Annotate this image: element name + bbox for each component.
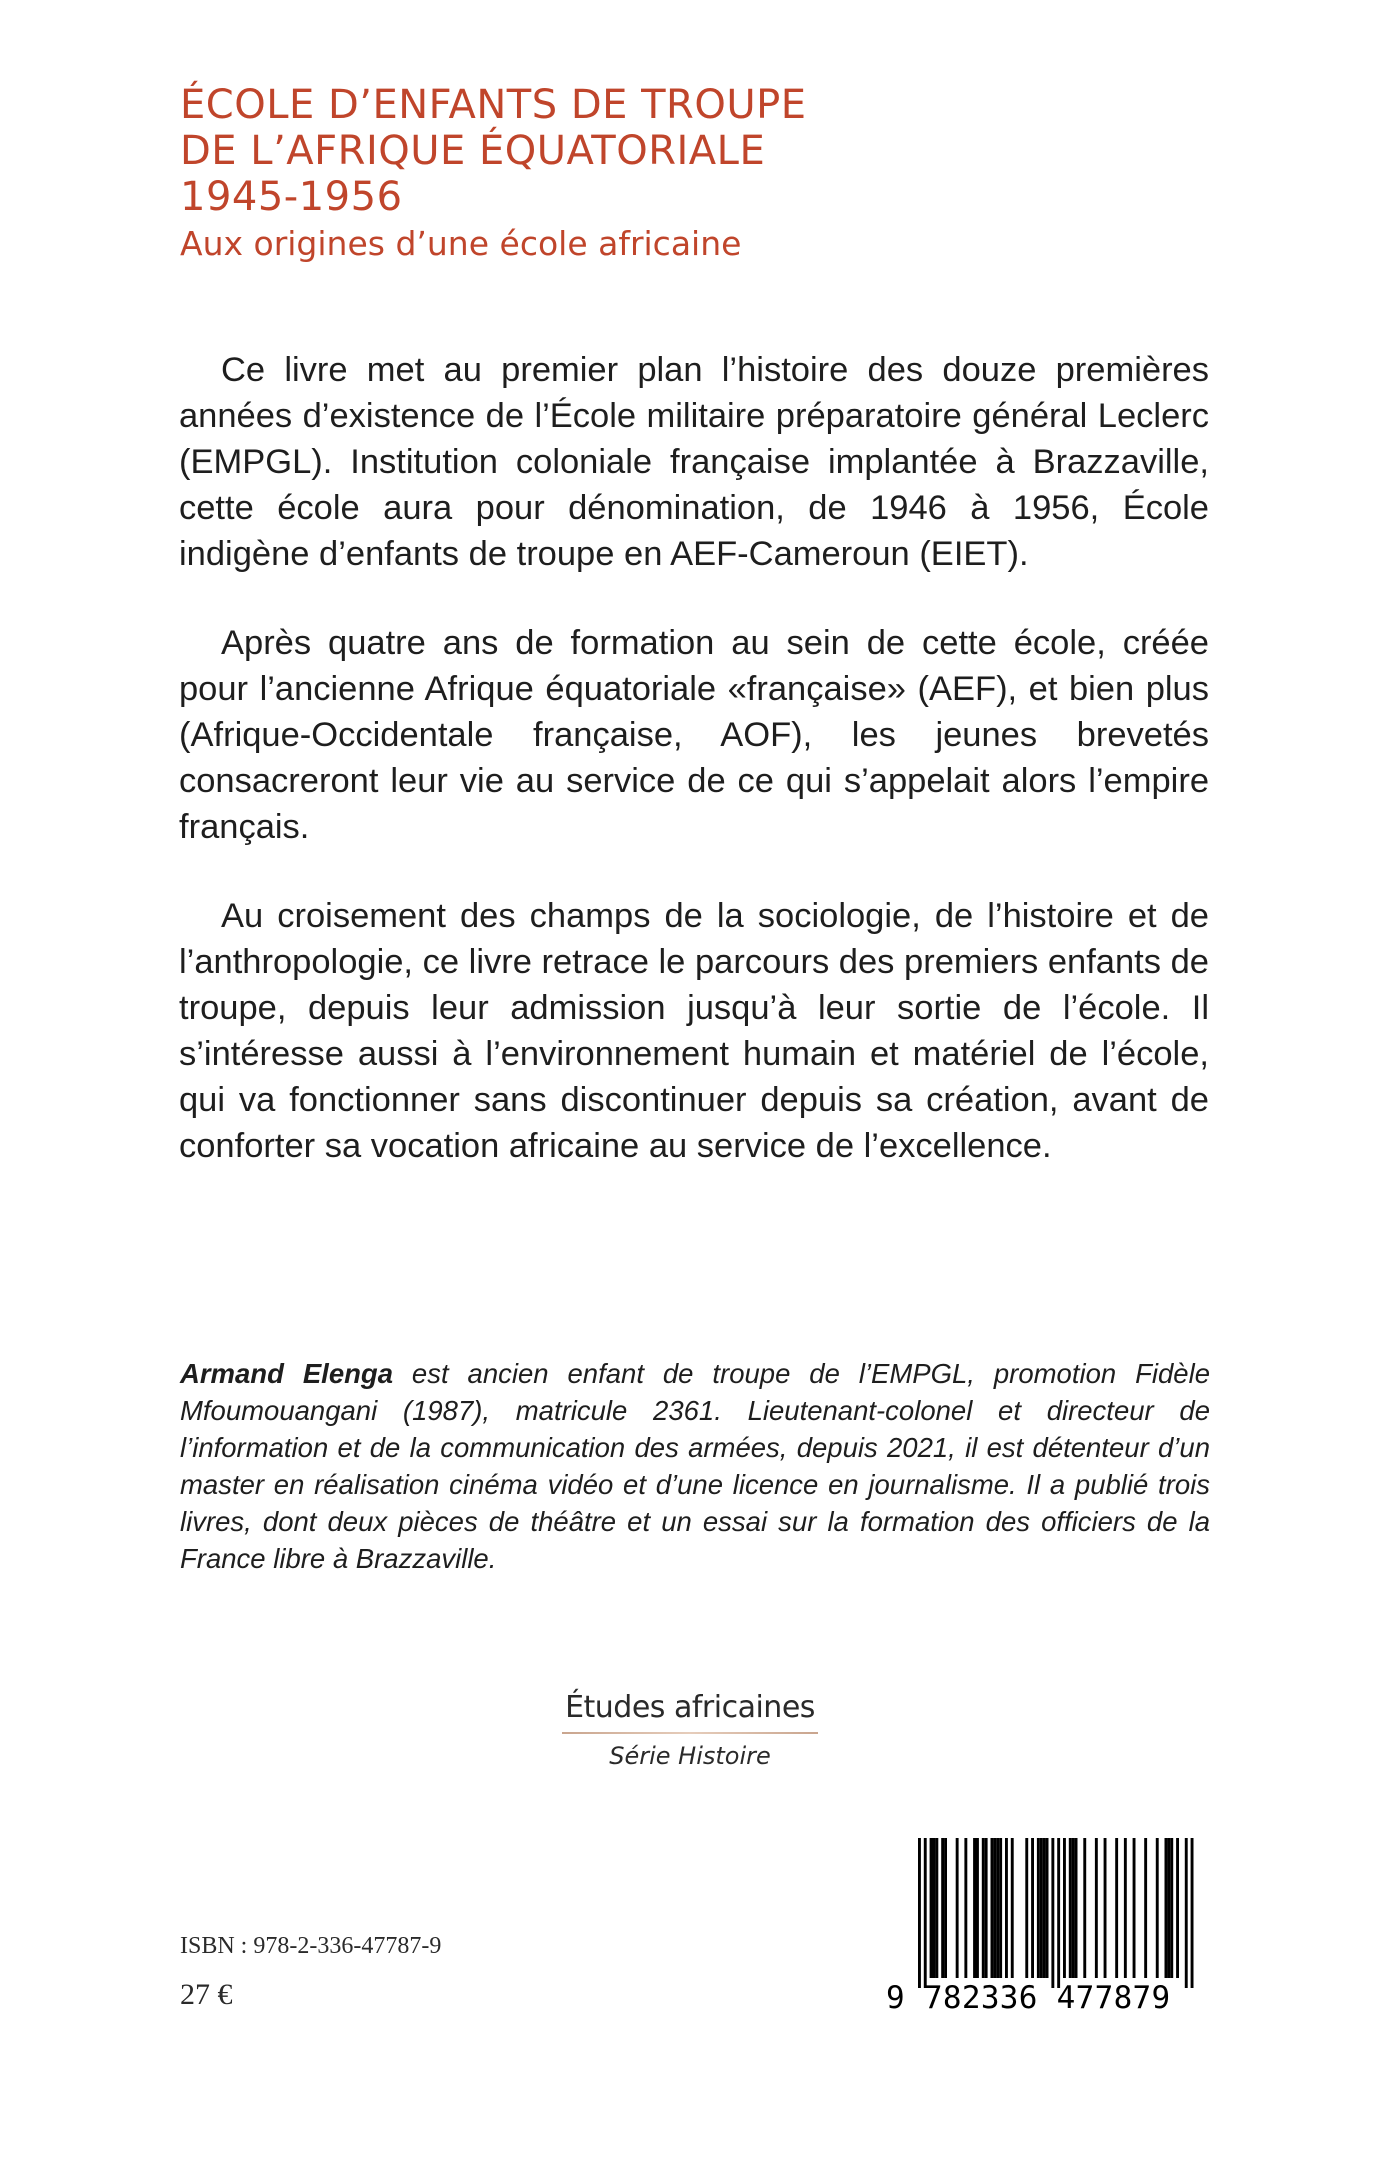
- series-block: [540, 1690, 840, 1770]
- barcode-bar: [1063, 1838, 1066, 1978]
- barcode-bar: [1133, 1838, 1136, 1978]
- book-title-line-1: ÉCOLE D’ENFANTS DE TROUPE: [180, 82, 807, 128]
- barcode-bar: [985, 1838, 988, 1978]
- barcode-bars: [886, 1838, 1212, 1988]
- barcode-bar: [1025, 1838, 1028, 1978]
- barcode-bar: [1046, 1838, 1049, 1978]
- barcode-bar: [982, 1838, 985, 1978]
- book-summary: [179, 347, 1209, 1212]
- book-title-dates: 1945-1956: [180, 174, 403, 220]
- barcode-bar: [1095, 1838, 1098, 1978]
- barcode-bar: [1170, 1838, 1173, 1978]
- barcode-bar: [991, 1838, 994, 1978]
- series-name: Études africaines: [565, 1690, 815, 1725]
- barcode-bar: [933, 1838, 936, 1978]
- barcode-bar: [1115, 1838, 1118, 1978]
- author-bio: [180, 1355, 1210, 1577]
- barcode-bar: [1040, 1838, 1043, 1978]
- barcode-bar: [1069, 1838, 1072, 1978]
- barcode-bar: [941, 1838, 944, 1978]
- barcode-bar: [924, 1838, 927, 1988]
- book-title-line-2: DE L’AFRIQUE ÉQUATORIALE: [180, 128, 766, 174]
- author-bio-text: est ancien enfant de troupe de l’EMPGL, promotion Fidèle Mfoumouangani (1987), matricule 2361. Lieutenant-colonel et directeur de l’information et de la communication des armées, depuis 2021, il est détenteur d’un master en réalisation cinéma vidéo et d’une licence en journalisme. Il a publié trois livres, dont deux pièces de théâtre et un essai sur la formation des officiers de la France libre à Brazzaville.: [180, 1358, 1210, 1574]
- barcode-bar: [930, 1838, 933, 1978]
- barcode-bar: [1057, 1838, 1060, 1988]
- barcode-bar: [1031, 1838, 1034, 1978]
- title-block: [180, 82, 1230, 266]
- barcode-bar: [1104, 1838, 1107, 1978]
- barcode-bar: [1144, 1838, 1147, 1978]
- series-divider: [562, 1732, 818, 1734]
- summary-paragraph: Au croisement des champs de la sociologie, de l’histoire et de l’anthropologie, ce livre retrace le parcours des premiers enfants de troupe, depuis leur admission jusqu’à leur sortie de l’école. Il s’intéresse aussi à l’environnement humain et matériel de l’école, qui va fonctionner sans discontinuer depuis sa création, avant de conforter sa vocation africaine au service de l’excellence.: [179, 897, 1209, 1165]
- barcode-bar: [1072, 1838, 1075, 1978]
- barcode-digits: 9 782336 477879: [886, 1980, 1171, 2016]
- author-name: Armand Elenga: [180, 1358, 393, 1389]
- barcode-bar: [1165, 1838, 1168, 1978]
- barcode: [886, 1838, 1212, 2020]
- barcode-bar: [1083, 1838, 1086, 1978]
- barcode-bar: [993, 1838, 996, 1978]
- barcode-bar: [1124, 1838, 1127, 1978]
- barcode-bar: [1191, 1838, 1194, 1988]
- barcode-bar: [1075, 1838, 1078, 1978]
- barcode-bar: [918, 1838, 921, 1988]
- barcode-bar: [935, 1838, 938, 1978]
- barcode-bar: [1051, 1838, 1054, 1988]
- barcode-bar: [1043, 1838, 1046, 1978]
- summary-paragraph: Ce livre met au premier plan l’histoire des douze premières années d’existence de l’École militaire préparatoire général Leclerc (EMPGL). Institution coloniale française implantée à Brazzaville, cette école aura pour dénomination, de 1946 à 1956, École indigène d’enfants de troupe en AEF-Cameroun (EIET).: [179, 351, 1209, 573]
- summary-paragraph: Après quatre ans de formation au sein de cette école, créée pour l’ancienne Afrique équatoriale «française» (AEF), et bien plus (Afrique-Occidentale française, AOF), les jeunes brevetés consacreront leur vie au service de ce qui s’appelait alors l’empire français.: [179, 624, 1209, 846]
- barcode-bar: [944, 1838, 947, 1978]
- barcode-bar: [1011, 1838, 1014, 1978]
- barcode-bar: [964, 1838, 967, 1978]
- book-subtitle: Aux origines d’une école africaine: [180, 224, 742, 263]
- barcode-bar: [976, 1838, 979, 1978]
- barcode-bar: [1167, 1838, 1170, 1978]
- barcode-bar: [1005, 1838, 1008, 1978]
- barcode-bar: [1156, 1838, 1159, 1978]
- barcode-bar: [956, 1838, 959, 1978]
- series-subseries: Série Histoire: [609, 1742, 771, 1770]
- barcode-bar: [973, 1838, 976, 1978]
- barcode-bar: [999, 1838, 1002, 1978]
- isbn: ISBN : 978-2-336-47787-9: [180, 1933, 442, 1959]
- barcode-bar: [996, 1838, 999, 1978]
- barcode-bar: [1185, 1838, 1188, 1988]
- price: 27 €: [180, 1978, 233, 2011]
- barcode-bar: [1037, 1838, 1040, 1978]
- barcode-bar: [1176, 1838, 1179, 1978]
